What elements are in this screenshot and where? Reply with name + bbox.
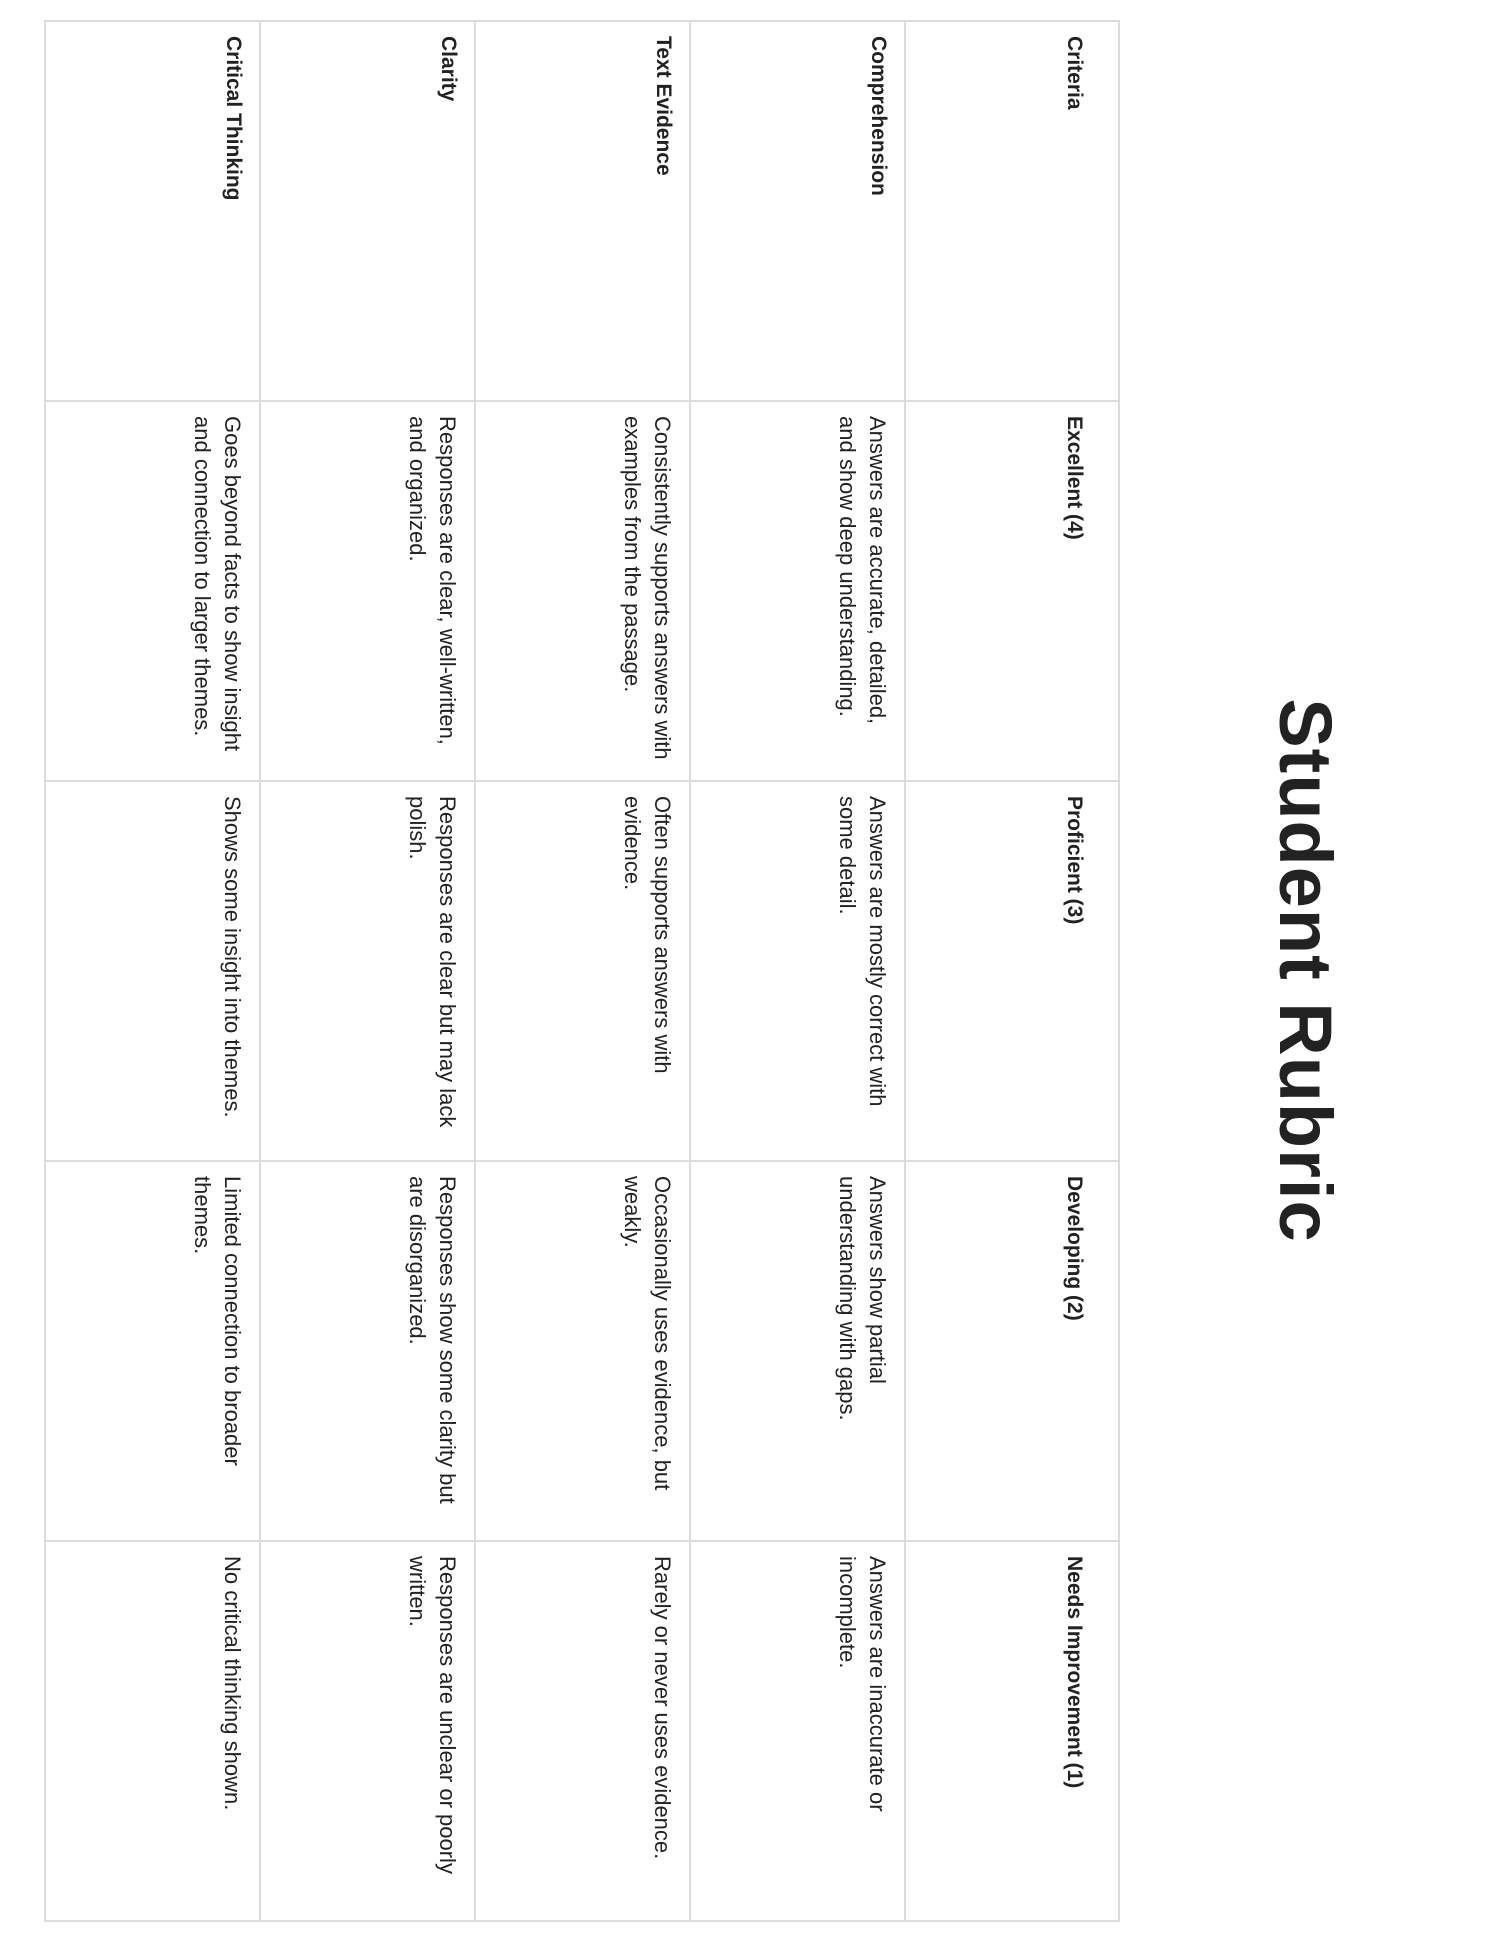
proficient-cell: Shows some insight into themes. <box>45 781 260 1161</box>
excellent-cell: Answers are accurate, detailed, and show deep understanding. <box>690 401 905 781</box>
criteria-cell: Text Evidence <box>475 21 690 401</box>
proficient-cell: Often supports answers with evidence. <box>475 781 690 1161</box>
header-developing: Developing (2) <box>905 1161 1119 1541</box>
developing-cell: Occasionally uses evidence, but weakly. <box>475 1161 690 1541</box>
developing-cell: Responses show some clarity but are disorganized. <box>260 1161 475 1541</box>
table-row <box>45 21 260 1921</box>
table-row <box>260 21 475 1921</box>
proficient-cell: Answers are mostly correct with some detail. <box>690 781 905 1161</box>
table-row <box>690 21 905 1921</box>
developing-cell: Answers show partial understanding with gaps. <box>690 1161 905 1541</box>
developing-cell: Limited connection to broader themes. <box>45 1161 260 1541</box>
header-row <box>905 21 1119 1921</box>
page-title: Student Rubric <box>1264 698 1347 1243</box>
needs-improvement-cell: Responses are unclear or poorly written. <box>260 1541 475 1921</box>
excellent-cell: Responses are clear, well-written, and organized. <box>260 401 475 781</box>
rubric-table <box>44 20 1120 1922</box>
header-proficient: Proficient (3) <box>905 781 1119 1161</box>
needs-improvement-cell: Rarely or never uses evidence. <box>475 1541 690 1921</box>
needs-improvement-cell: Answers are inaccurate or incomplete. <box>690 1541 905 1921</box>
criteria-cell: Clarity <box>260 21 475 401</box>
proficient-cell: Responses are clear but may lack polish. <box>260 781 475 1161</box>
header-needs-improvement: Needs Improvement (1) <box>905 1541 1119 1921</box>
excellent-cell: Consistently supports answers with examples from the passage. <box>475 401 690 781</box>
header-excellent: Excellent (4) <box>905 401 1119 781</box>
table-row <box>475 21 690 1921</box>
needs-improvement-cell: No critical thinking shown. <box>45 1541 260 1921</box>
header-criteria: Criteria <box>905 21 1119 401</box>
criteria-cell: Comprehension <box>690 21 905 401</box>
criteria-cell: Critical Thinking <box>45 21 260 401</box>
excellent-cell: Goes beyond facts to show insight and connection to larger themes. <box>45 401 260 781</box>
